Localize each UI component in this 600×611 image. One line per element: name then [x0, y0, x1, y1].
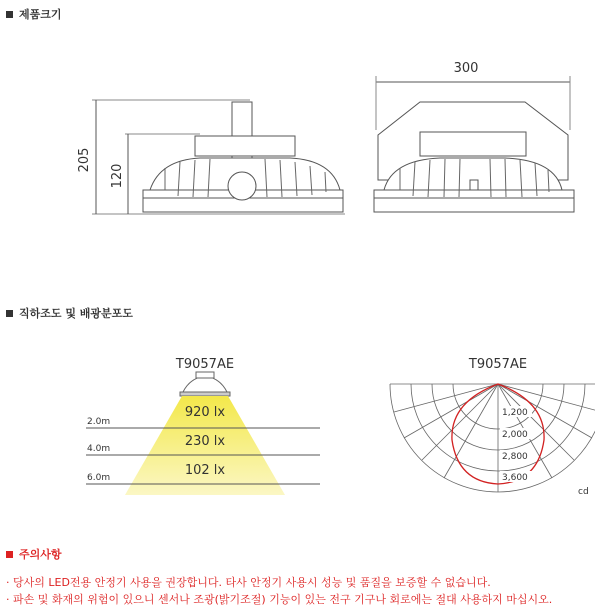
ring-label: 2,000: [502, 430, 528, 440]
bullet-square-icon: [6, 11, 13, 18]
side-view-dim-labels: [77, 148, 125, 189]
distance-label: 4.0m: [87, 444, 111, 454]
polar-distribution-diagram: [380, 350, 595, 500]
section-title-illuminance: [6, 305, 133, 321]
caution-note: · 파손 및 화재의 위험이 있으니 센서나 조광(밝기조절) 기능이 있는 전구 기구나 회로에는 절대 사용하지 마십시오.: [6, 593, 553, 606]
unit-label: cd: [578, 487, 589, 497]
illuminance-diagram: [0, 350, 330, 500]
section-title-size-text: 제품크기: [19, 8, 62, 21]
dim-height-body: 120: [110, 163, 125, 189]
section-title-illuminance-text: 직하조도 및 배광분포도: [19, 307, 133, 320]
lux-value: 230 lx: [184, 434, 226, 449]
polar-grid: [390, 384, 595, 492]
lux-value: 102 lx: [184, 463, 226, 478]
dim-height-total: 205: [77, 147, 92, 173]
distance-label: 6.0m: [87, 473, 111, 483]
bullet-square-icon: [6, 551, 13, 558]
section-title-size: [6, 6, 62, 22]
side-view: [92, 100, 345, 214]
bullet-square-icon: [6, 310, 13, 317]
dim-width: 300: [453, 61, 479, 76]
product-dimension-drawing: [0, 50, 600, 230]
lux-value: 920 lx: [184, 405, 226, 420]
section-title-caution: [6, 546, 62, 562]
illum-model-label: T9057AE: [175, 357, 235, 372]
polar-model-label: T9057AE: [468, 357, 528, 372]
caution-note: · 당사의 LED전용 안정기 사용을 권장합니다. 타사 안정기 사용시 성능 및 품질을 보증할 수 없습니다.: [6, 576, 491, 589]
ring-label: 3,600: [502, 473, 528, 483]
distance-label: 2.0m: [87, 417, 111, 427]
front-view: [374, 76, 574, 212]
ring-label: 1,200: [502, 408, 528, 418]
section-title-caution-text: 주의사항: [19, 548, 62, 561]
ring-label: 2,800: [502, 452, 528, 462]
